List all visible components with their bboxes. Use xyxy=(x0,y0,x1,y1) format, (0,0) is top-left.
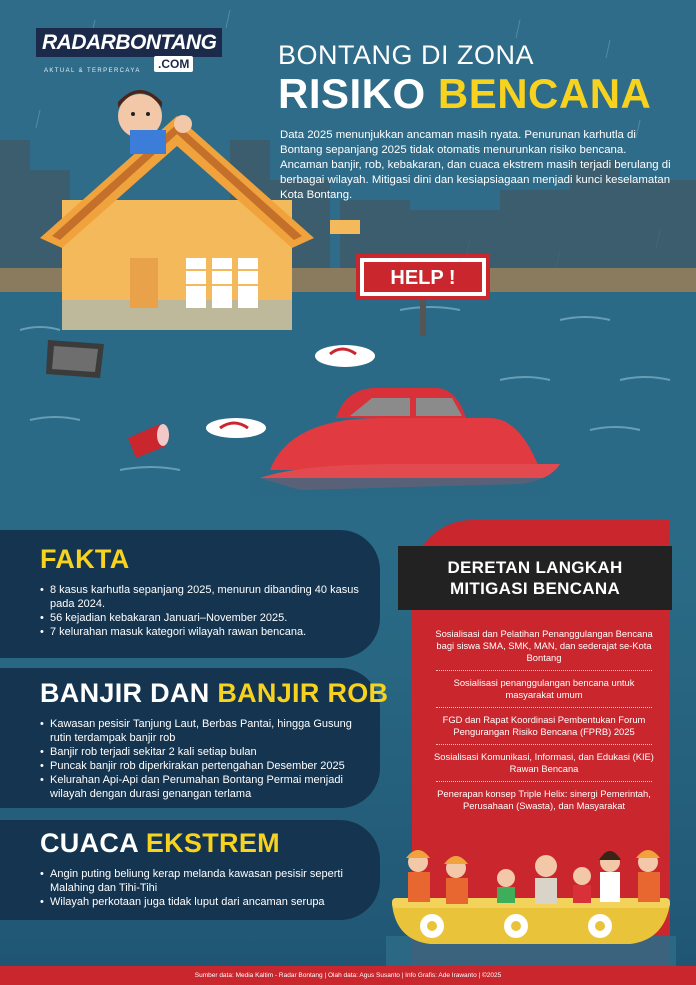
list-item: • 56 kejadian kebakaran Januari–November 2025. xyxy=(40,611,360,625)
divider xyxy=(436,707,652,708)
list-item: Sosialisasi Komunikasi, Informasi, dan Edukasi (KIE) Rawan Bencana xyxy=(434,751,654,774)
panel-banjir xyxy=(0,668,389,808)
list-item: Sosialisasi penanggulangan bencana untuk masyarakat umum xyxy=(453,677,635,700)
logo-tagline: AKTUAL & TERPERCAYA xyxy=(44,68,141,74)
floating-sandal-icon xyxy=(315,345,375,367)
title-word-bencana: BENCANA xyxy=(437,70,652,117)
list-item: • 7 kelurahan masuk kategori wilayah rawan bencana. xyxy=(40,625,360,639)
rescuer-figures-icon xyxy=(406,850,660,904)
list-item: Sosialisasi dan Pelatihan Penanggulangan Bencana bagi siswa SMA, SMK, MAN, dan sederajat se-Kota Bontang xyxy=(435,628,653,663)
banjir-list xyxy=(40,717,360,801)
intro-paragraph: Data 2025 menunjukkan ancaman masih nyata. Penurunan karhutla di Bontang sepanjang 2025 tidak otomatis menurunkan risiko bencana. Ancaman banjir, rob, kebakaran, dan cuaca ekstrem masih terjadi berulang di berbagai wilayah. Mitigasi dini dan kesiapsiagaan menjadi kunci keselamatan Kota Bontang. xyxy=(280,129,671,201)
floating-tv-icon xyxy=(46,340,104,378)
mitigasi-heading-line1: DERETAN LANGKAH xyxy=(447,558,623,577)
list-item: • Kawasan pesisir Tanjung Laut, Berbas Pantai, hingga Gusung rutin terdampak banjir rob xyxy=(40,717,360,745)
list-item: FGD dan Rapat Koordinasi Pembentukan Forum Pengurangan Risiko Bencana (FPRB) 2025 xyxy=(442,714,646,737)
panel-cuaca xyxy=(0,820,380,920)
page-title-line1: BONTANG DI ZONA xyxy=(278,40,535,70)
logo-suffix: .COM xyxy=(154,56,193,72)
rescue-boat-illustration xyxy=(386,838,676,966)
divider xyxy=(436,781,652,782)
mitigasi-heading xyxy=(398,546,672,610)
floating-sandal-2-icon xyxy=(206,418,266,438)
cuaca-list xyxy=(40,867,360,909)
footer-credits: Sumber data: Media Kaltim - Radar Bontang | Olah data: Agus Susanto | Info Grafis: Ade Irawanto | ©2025 xyxy=(0,966,696,985)
title-word-risiko: RISIKO xyxy=(278,70,426,117)
mitigasi-list xyxy=(428,628,660,818)
panel-fakta xyxy=(0,530,380,658)
banjir-heading-b: BANJIR ROB xyxy=(217,678,389,708)
cuaca-heading xyxy=(40,828,360,859)
cuaca-heading-a: CUACA xyxy=(40,828,138,858)
list-item: • Puncak banjir rob diperkirakan pertengahan Desember 2025 xyxy=(40,759,360,773)
divider xyxy=(436,744,652,745)
divider xyxy=(436,670,652,671)
cuaca-heading-b: EKSTREM xyxy=(145,828,280,858)
banjir-heading xyxy=(40,678,389,709)
fakta-heading: FAKTA xyxy=(40,544,130,574)
list-item: • Banjir rob terjadi sekitar 2 kali setiap bulan xyxy=(40,745,360,759)
logo[interactable] xyxy=(36,28,217,76)
list-item: • Wilayah perkotaan juga tidak luput dari ancaman serupa xyxy=(40,895,360,909)
list-item: Penerapan konsep Triple Helix: sinergi Pemerintah, Perusahaan (Swasta), dan Masyarakat xyxy=(437,788,651,811)
fakta-list xyxy=(40,583,360,639)
banjir-heading-a: BANJIR DAN xyxy=(40,678,210,708)
list-item: • 8 kasus karhutla sepanjang 2025, menurun dibanding 40 kasus pada 2024. xyxy=(40,583,360,611)
logo-wordmark: RADARBONTANG xyxy=(36,28,222,57)
help-sign-text: HELP ! xyxy=(390,267,456,289)
mitigasi-heading-line2: MITIGASI BENCANA xyxy=(449,579,621,598)
list-item: • Kelurahan Api-Api dan Perumahan Bontang Permai menjadi wilayah dengan durasi genangan terlama xyxy=(40,773,360,801)
page-title-line2 xyxy=(278,70,651,118)
list-item: • Angin puting beliung kerap melanda kawasan pesisir seperti Malahing dan Tihi-Tihi xyxy=(40,867,360,895)
